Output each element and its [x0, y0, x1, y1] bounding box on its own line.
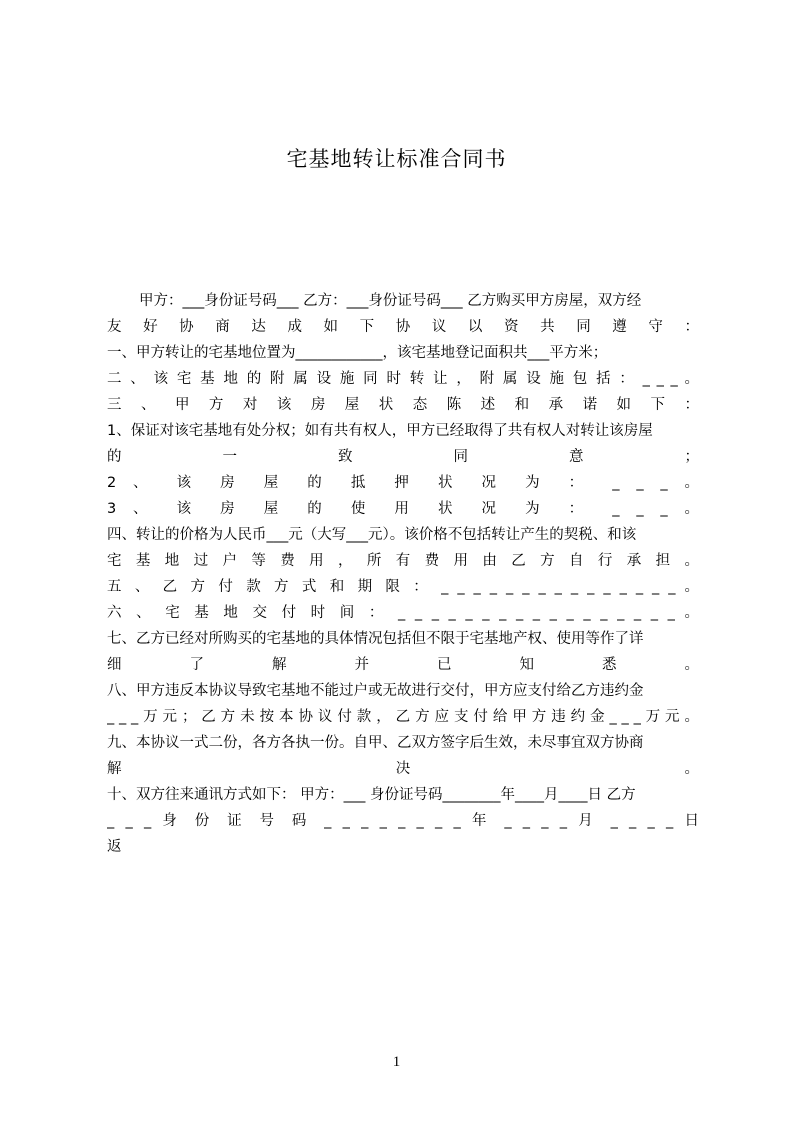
contract-line: 解 决 。	[107, 761, 699, 777]
page-number: 1	[392, 1054, 401, 1070]
contract-line: 九、本协议一式二份，各方各执一份。自甲、乙双方签字后生效，未尽事宜双方协商	[107, 735, 644, 751]
contract-line: 甲方：___身份证号码___ 乙方：___身份证号码___ 乙方购买甲方房屋，双方经	[139, 293, 642, 309]
contract-line: 二 、 该 宅 基 地 的 附 属 设 施 同 时 转 让 ， 附 属 设 施 包 括 ： _ _ _ 。	[107, 371, 699, 387]
contract-line: 三 、 甲 方 对 该 房 屋 状 态 陈 述 和 承 诺 如 下 ：	[107, 397, 699, 413]
contract-line: _ _ _ 万 元 ； 乙 方 未 按 本 协 议 付 款 ， 乙 方 应 支 付 给 甲 方 违 约 金 _ _ _ 万 元 。	[107, 709, 699, 725]
contract-line: 2 、 该 房 屋 的 抵 押 状 况 为 ： _ _ _ 。	[107, 475, 699, 491]
contract-line: 3 、 该 房 屋 的 使 用 状 况 为 ： _ _ _ 。	[107, 501, 699, 517]
contract-body	[107, 288, 699, 860]
contract-line: 五 、 乙 方 付 款 方 式 和 期 限 ： _ _ _ _ _ _ _ _ _ _ _ _ _ _ _ 。	[107, 579, 699, 595]
contract-line: 返	[107, 839, 122, 855]
contract-line: 四、转让的价格为人民币___元（大写___元）。该价格不包括转让产生的契税、和该	[107, 527, 637, 543]
contract-line: 1、保证对该宅基地有处分权；如有共有权人，甲方已经取得了共有权人对转让该房屋	[107, 423, 653, 439]
contract-line: 七、乙方已经对所购买的宅基地的具体情况包括但不限于宅基地产权、使用等作了详	[107, 631, 644, 647]
contract-line: 十、双方往来通讯方式如下： 甲方：___ 身份证号码________年____月____日 乙方	[107, 787, 636, 803]
contract-line: _ _ _ 身 份 证 号 码 _ _ _ _ _ _ _ _ 年 _ _ _ _ 月 _ _ _ _ 日	[107, 813, 699, 829]
contract-line: 友 好 协 商 达 成 如 下 协 议 以 资 共 同 遵 守 ：	[107, 319, 699, 335]
contract-line: 八、甲方违反本协议导致宅基地不能过户或无故进行交付，甲方应支付给乙方违约金	[107, 683, 644, 699]
contract-line: 细 了 解 并 已 知 悉 。	[107, 657, 699, 673]
contract-line: 宅 基 地 过 户 等 费 用 ， 所 有 费 用 由 乙 方 自 行 承 担 。	[107, 553, 699, 569]
contract-line: 六 、 宅 基 地 交 付 时 间 ： _ _ _ _ _ _ _ _ _ _ _ _ _ _ _ _ _ 。	[107, 605, 699, 621]
contract-line: 的 一 致 同 意 ；	[107, 449, 699, 465]
document-title: 宅基地转让标准合同书	[286, 147, 507, 171]
contract-line: 一、甲方转让的宅基地位置为____________，该宅基地登记面积共___平方米；	[107, 345, 608, 361]
